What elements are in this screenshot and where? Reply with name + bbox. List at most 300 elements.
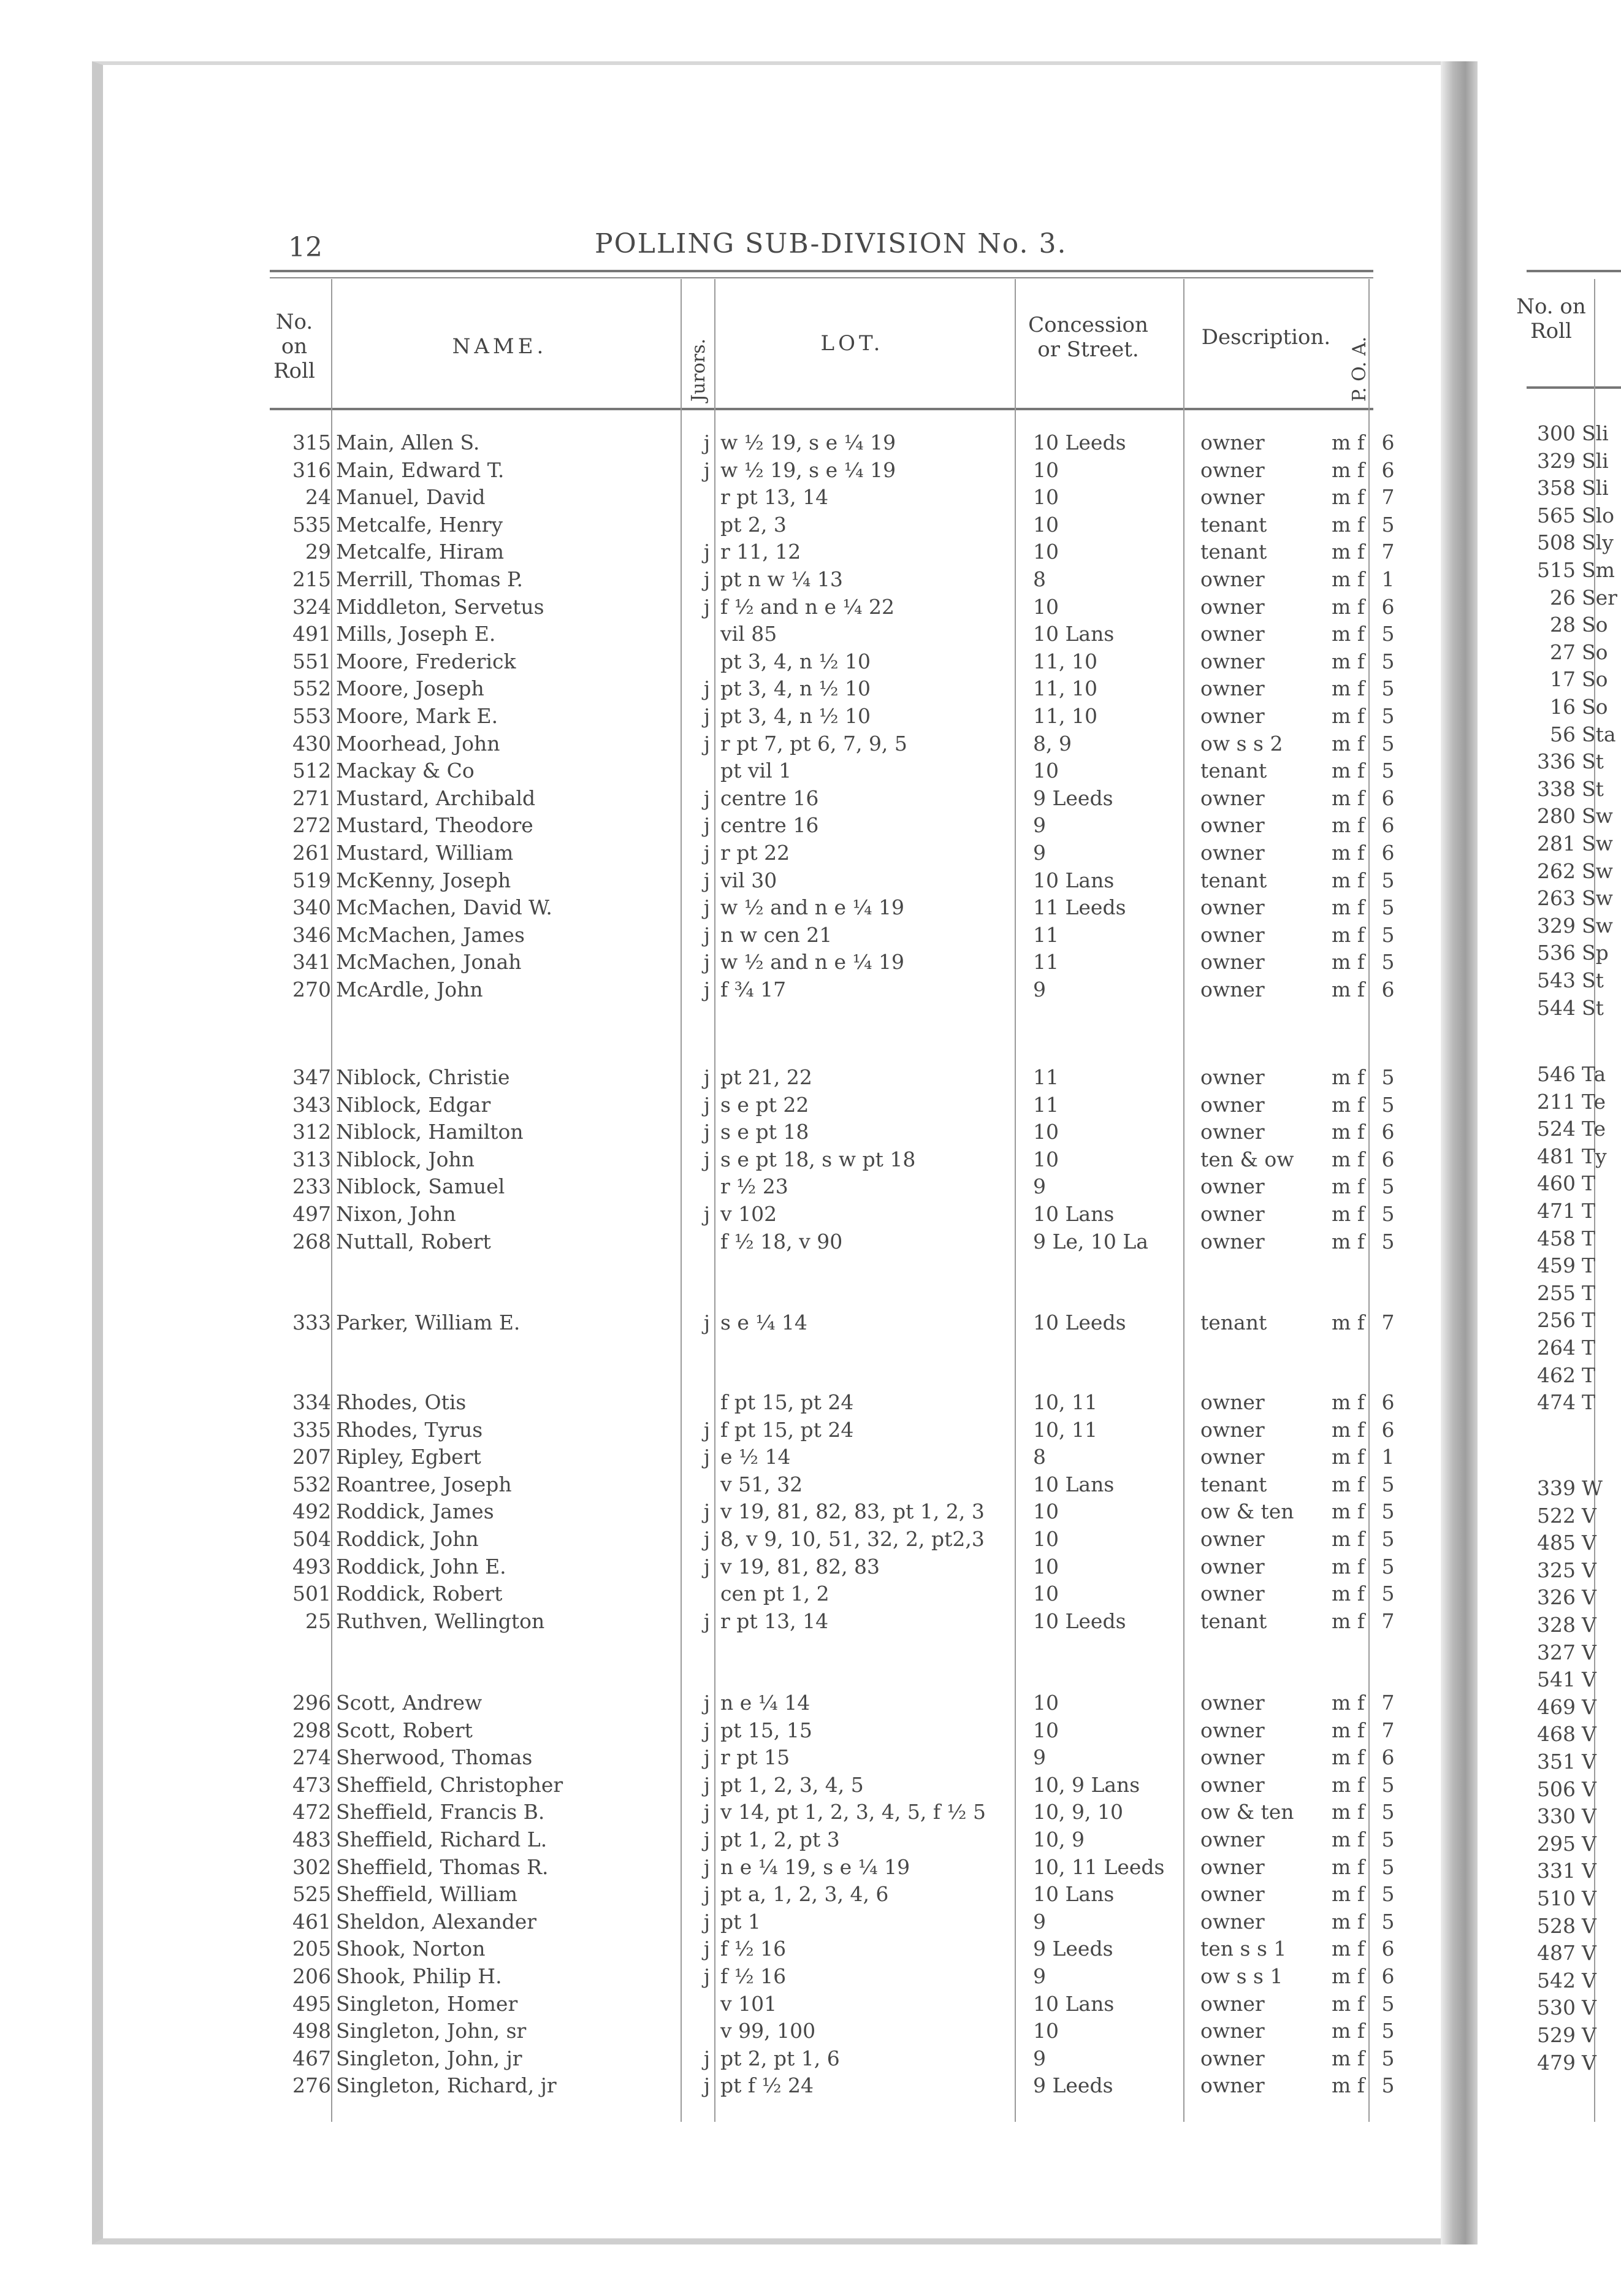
- concession: 10: [1033, 457, 1059, 482]
- qualification: m f: [1332, 1229, 1365, 1253]
- description: owner: [1200, 1174, 1265, 1199]
- voter-name: Niblock, Christie: [336, 1065, 510, 1089]
- post-office: 6: [1381, 1120, 1395, 1144]
- right-page-row: [1502, 2049, 1621, 2076]
- table-row: [257, 867, 1398, 894]
- concession: 9: [1033, 2046, 1046, 2070]
- description: owner: [1200, 841, 1265, 865]
- description: tenant: [1200, 868, 1267, 892]
- qualification: m f: [1332, 1445, 1365, 1469]
- qualification: m f: [1332, 950, 1365, 974]
- right-page-row: [1502, 584, 1621, 611]
- voter-name: Singleton, John, sr: [336, 2019, 527, 2043]
- juror-mark: j: [703, 1854, 711, 1879]
- table-row: [257, 1146, 1398, 1173]
- post-office: 5: [1381, 950, 1395, 974]
- post-office: 5: [1381, 868, 1395, 892]
- voter-name: Sheffield, William: [336, 1882, 518, 1907]
- post-office: 6: [1381, 594, 1395, 619]
- roll-number: 329: [1537, 448, 1576, 473]
- roll-number: 27: [1550, 640, 1576, 664]
- roll-number: 261: [292, 841, 331, 865]
- roll-number: 329: [1537, 913, 1576, 938]
- lot: s e pt 18, s w pt 18: [720, 1147, 916, 1171]
- concession: 10, 11 Leeds: [1033, 1854, 1165, 1879]
- concession: 9: [1033, 1745, 1046, 1770]
- voter-name-fragment: V: [1582, 1968, 1596, 1992]
- juror-mark: j: [703, 2046, 711, 2070]
- voter-name-fragment: V: [1582, 2050, 1596, 2075]
- table-row: [257, 1526, 1398, 1553]
- description: owner: [1200, 676, 1265, 701]
- roll-number: 493: [292, 1554, 331, 1578]
- voter-name: Mustard, William: [336, 841, 514, 865]
- table-row: [257, 949, 1398, 976]
- roll-number: 536: [1537, 941, 1576, 965]
- voter-name: Scott, Robert: [336, 1718, 473, 1742]
- voter-name-fragment: V: [1582, 1503, 1596, 1528]
- roll-number: 233: [292, 1174, 331, 1199]
- description: owner: [1200, 1827, 1265, 1851]
- post-office: 5: [1381, 759, 1395, 783]
- col-header-jurors: Jurors.: [688, 338, 709, 402]
- voter-name-fragment: T: [1582, 1226, 1596, 1250]
- lot: f ½ 16: [720, 1964, 787, 1988]
- voter-name-fragment: Sta: [1582, 722, 1616, 746]
- table-row: [257, 1201, 1398, 1228]
- post-office: 5: [1381, 895, 1395, 920]
- post-office: 5: [1381, 1472, 1395, 1496]
- juror-mark: j: [703, 1445, 711, 1469]
- description: owner: [1200, 457, 1265, 482]
- lot: vil 85: [720, 622, 777, 646]
- table-row: [257, 1608, 1398, 1635]
- concession: 10 Lans: [1033, 1882, 1115, 1907]
- juror-mark: j: [703, 540, 711, 564]
- concession: 11: [1033, 1092, 1059, 1117]
- lot: r pt 7, pt 6, 7, 9, 5: [720, 731, 907, 756]
- voter-name-fragment: V: [1582, 1640, 1596, 1664]
- roll-number: 458: [1537, 1226, 1576, 1250]
- right-page-row: [1502, 557, 1621, 584]
- description: owner: [1200, 895, 1265, 920]
- qualification: m f: [1332, 868, 1365, 892]
- qualification: m f: [1332, 2046, 1365, 2070]
- lot: pt 2, pt 1, 6: [720, 2046, 840, 2070]
- right-page-row: [1502, 1666, 1621, 1693]
- table-row: [257, 1228, 1398, 1255]
- roll-number: 469: [1537, 1694, 1576, 1719]
- juror-mark: j: [703, 1745, 711, 1770]
- qualification: m f: [1332, 1554, 1365, 1578]
- roll-number: 324: [292, 594, 331, 619]
- post-office: 5: [1381, 1065, 1395, 1089]
- qualification: m f: [1332, 1909, 1365, 1934]
- qualification: m f: [1332, 759, 1365, 783]
- roll-number: 481: [1537, 1144, 1576, 1168]
- qualification: m f: [1332, 1472, 1365, 1496]
- voter-name: Sherwood, Thomas: [336, 1745, 533, 1770]
- description: ow s s 1: [1200, 1964, 1283, 1988]
- right-page-row: [1502, 1913, 1621, 1940]
- qualification: m f: [1332, 540, 1365, 564]
- table-row: [257, 757, 1398, 784]
- right-page-row: [1502, 1502, 1621, 1529]
- roll-number: 544: [1537, 995, 1576, 1020]
- concession: 8, 9: [1033, 731, 1072, 756]
- post-office: 5: [1381, 1582, 1395, 1606]
- lot: pt 3, 4, n ½ 10: [720, 704, 871, 728]
- roll-number: 491: [292, 622, 331, 646]
- description: tenant: [1200, 1311, 1267, 1334]
- description: owner: [1200, 1092, 1265, 1117]
- description: owner: [1200, 978, 1265, 1001]
- voter-name: Rhodes, Tyrus: [336, 1417, 483, 1442]
- post-office: 1: [1381, 567, 1395, 591]
- right-page-row: [1502, 1584, 1621, 1611]
- lot: v 19, 81, 82, 83, pt 1, 2, 3: [720, 1499, 985, 1524]
- juror-mark: j: [703, 1065, 711, 1089]
- roll-number: 281: [1537, 832, 1576, 855]
- description: owner: [1200, 1065, 1265, 1089]
- qualification: m f: [1332, 1964, 1365, 1988]
- qualification: m f: [1332, 1311, 1365, 1334]
- voter-name-fragment: V: [1582, 1913, 1596, 1938]
- right-page-row: [1502, 1280, 1621, 1307]
- post-office: 6: [1381, 1417, 1395, 1442]
- lot: s e ¼ 14: [720, 1311, 807, 1334]
- lot: w ½ 19, s e ¼ 19: [720, 431, 896, 454]
- concession: 9: [1033, 841, 1046, 865]
- description: owner: [1200, 2073, 1265, 2098]
- lot: pt 2, 3: [720, 512, 787, 537]
- concession: 11 Leeds: [1033, 895, 1126, 920]
- col-header-name: NAME.: [452, 334, 547, 359]
- juror-mark: j: [703, 676, 711, 701]
- concession: 10 Lans: [1033, 622, 1115, 646]
- right-page-row: [1502, 611, 1621, 638]
- juror-mark: j: [703, 1691, 711, 1715]
- voter-name: Sheldon, Alexander: [336, 1909, 537, 1934]
- col-header-lot: LOT.: [820, 331, 884, 356]
- table-row: [257, 840, 1398, 867]
- right-page-row: [1502, 1940, 1621, 1967]
- roll-number: 312: [292, 1120, 331, 1144]
- concession: 8: [1033, 567, 1046, 591]
- juror-mark: j: [703, 1120, 711, 1144]
- juror-mark: j: [703, 1937, 711, 1961]
- voter-name-fragment: V: [1582, 1996, 1596, 2020]
- right-page-row: [1502, 858, 1621, 885]
- post-office: 6: [1381, 1390, 1395, 1414]
- post-office: 5: [1381, 1854, 1395, 1879]
- voter-name-fragment: V: [1582, 1859, 1596, 1883]
- roll-number: 276: [292, 2073, 331, 2098]
- voter-name-fragment: So: [1582, 695, 1608, 719]
- table-row: [257, 2072, 1398, 2099]
- post-office: 7: [1381, 485, 1395, 510]
- description: owner: [1200, 922, 1265, 947]
- concession: 9 Leeds: [1033, 786, 1113, 810]
- description: owner: [1200, 1554, 1265, 1578]
- lot: pt 21, 22: [720, 1065, 812, 1089]
- description: owner: [1200, 813, 1265, 838]
- juror-mark: j: [703, 1609, 711, 1633]
- lot: pt 3, 4, n ½ 10: [720, 676, 871, 701]
- description: owner: [1200, 704, 1265, 728]
- juror-mark: j: [703, 1311, 711, 1334]
- lot: v 19, 81, 82, 83: [720, 1554, 880, 1578]
- concession: 8: [1033, 1445, 1046, 1469]
- post-office: 6: [1381, 1147, 1395, 1171]
- juror-mark: j: [703, 922, 711, 947]
- lot: f pt 15, pt 24: [720, 1390, 854, 1414]
- voter-name: Moore, Joseph: [336, 676, 484, 701]
- qualification: m f: [1332, 457, 1365, 482]
- right-page-row: [1502, 666, 1621, 693]
- roll-number: 515: [1537, 558, 1576, 582]
- description: owner: [1200, 649, 1265, 673]
- header-top-rule-2: [270, 277, 1373, 278]
- roll-number: 270: [292, 978, 331, 1001]
- voter-name-fragment: So: [1582, 613, 1608, 637]
- voter-name-fragment: V: [1582, 1941, 1596, 1965]
- lot: s e pt 22: [720, 1092, 809, 1117]
- voter-name-fragment: St: [1582, 749, 1604, 774]
- roll-number: 17: [1550, 667, 1576, 692]
- lot: r 11, 12: [720, 540, 801, 564]
- voter-name: Moore, Mark E.: [336, 704, 498, 728]
- description: owner: [1200, 1390, 1265, 1414]
- table-row: [257, 1991, 1398, 2018]
- table-row: [257, 1498, 1398, 1525]
- right-page-row: [1502, 721, 1621, 748]
- description: owner: [1200, 1691, 1265, 1715]
- description: tenant: [1200, 759, 1267, 783]
- concession: 9: [1033, 1909, 1046, 1934]
- voter-name-fragment: W: [1582, 1476, 1603, 1500]
- lot: pt a, 1, 2, 3, 4, 6: [720, 1882, 889, 1907]
- concession: 9: [1033, 978, 1046, 1001]
- table-row: [257, 1908, 1398, 1935]
- voter-name-fragment: Sly: [1582, 530, 1614, 555]
- roll-number: 205: [292, 1937, 331, 1961]
- post-office: 5: [1381, 649, 1395, 673]
- concession: 10: [1033, 540, 1059, 564]
- juror-mark: j: [703, 457, 711, 482]
- right-page-row: [1502, 475, 1621, 502]
- roll-number: 215: [292, 567, 331, 591]
- voter-name: McArdle, John: [336, 978, 483, 1001]
- right-page-row: [1502, 1334, 1621, 1361]
- qualification: m f: [1332, 786, 1365, 810]
- voter-name-fragment: V: [1582, 1667, 1596, 1692]
- voter-name-fragment: V: [1582, 1750, 1596, 1774]
- right-page-row: [1502, 885, 1621, 912]
- lot: v 102: [720, 1202, 777, 1226]
- lot: r pt 22: [720, 841, 790, 865]
- lot: v 51, 32: [720, 1472, 803, 1496]
- concession: 10: [1033, 594, 1059, 619]
- table-row: [257, 429, 1398, 456]
- qualification: m f: [1332, 1609, 1365, 1633]
- qualification: m f: [1332, 1147, 1365, 1171]
- roll-number: 522: [1537, 1503, 1576, 1528]
- voter-name: Roddick, John: [336, 1527, 479, 1551]
- juror-mark: j: [703, 1147, 711, 1171]
- voter-name-fragment: V: [1582, 1585, 1596, 1610]
- concession: 10, 9 Lans: [1033, 1772, 1140, 1797]
- lot: r pt 13, 14: [720, 485, 829, 510]
- concession: 11: [1033, 1065, 1059, 1089]
- lot: v 99, 100: [720, 2019, 816, 2043]
- roll-number: 296: [292, 1691, 331, 1715]
- roll-number: 272: [292, 813, 331, 838]
- qualification: m f: [1332, 813, 1365, 838]
- concession: 11, 10: [1033, 676, 1097, 701]
- roll-number: 206: [292, 1964, 331, 1988]
- table-row: [257, 922, 1398, 949]
- qualification: m f: [1332, 1065, 1365, 1089]
- roll-number: 268: [292, 1229, 331, 1253]
- roll-number: 300: [1537, 421, 1576, 445]
- concession: 10 Lans: [1033, 1472, 1115, 1496]
- concession: 10 Lans: [1033, 1991, 1115, 2016]
- qualification: m f: [1332, 485, 1365, 510]
- concession: 9: [1033, 813, 1046, 838]
- table-row: [257, 1309, 1398, 1336]
- roll-number: 460: [1537, 1171, 1576, 1196]
- description: owner: [1200, 1718, 1265, 1742]
- roll-number: 56: [1550, 722, 1576, 746]
- roll-number: 302: [292, 1854, 331, 1879]
- post-office: 6: [1381, 813, 1395, 838]
- roll-number: 26: [1550, 585, 1576, 610]
- roll-number: 492: [292, 1499, 331, 1524]
- voter-name-fragment: St: [1582, 995, 1604, 1020]
- voter-name: Roddick, John E.: [336, 1554, 506, 1578]
- voter-name: Shook, Norton: [336, 1937, 486, 1961]
- post-office: 5: [1381, 512, 1395, 537]
- voter-name-fragment: Sw: [1582, 832, 1613, 855]
- voter-name-fragment: V: [1582, 1531, 1596, 1555]
- voter-name-fragment: Sw: [1582, 886, 1613, 911]
- qualification: m f: [1332, 1527, 1365, 1551]
- voter-name: Mustard, Archibald: [336, 786, 536, 810]
- right-page-row: [1502, 420, 1621, 447]
- right-page-row: [1502, 1252, 1621, 1279]
- roll-number: 483: [292, 1827, 331, 1851]
- voter-name-fragment: So: [1582, 640, 1608, 664]
- lot: e ½ 14: [720, 1445, 791, 1469]
- right-page-row: [1502, 2022, 1621, 2049]
- juror-mark: j: [703, 786, 711, 810]
- post-office: 5: [1381, 1827, 1395, 1851]
- post-office: 5: [1381, 1499, 1395, 1524]
- juror-mark: j: [703, 1827, 711, 1851]
- concession: 10 Leeds: [1033, 431, 1126, 454]
- concession: 10, 11: [1033, 1417, 1097, 1442]
- juror-mark: j: [703, 1202, 711, 1226]
- description: ow & ten: [1200, 1499, 1294, 1524]
- right-page-row: [1502, 967, 1621, 994]
- roll-number: 504: [292, 1527, 331, 1551]
- voter-name: Middleton, Servetus: [336, 594, 544, 619]
- concession: 10, 9, 10: [1033, 1800, 1123, 1824]
- post-office: 5: [1381, 1202, 1395, 1226]
- table-row: [257, 1580, 1398, 1607]
- qualification: m f: [1332, 1991, 1365, 2016]
- table-row: [257, 566, 1398, 593]
- qualification: m f: [1332, 1092, 1365, 1117]
- voter-name-fragment: Te: [1582, 1117, 1606, 1141]
- voter-name-fragment: Sw: [1582, 859, 1613, 883]
- voter-name-fragment: V: [1582, 1886, 1596, 1910]
- voter-name: McMachen, James: [336, 922, 525, 947]
- voter-name-fragment: V: [1582, 1804, 1596, 1829]
- post-office: 6: [1381, 1937, 1395, 1961]
- qualification: m f: [1332, 2019, 1365, 2043]
- roll-number: 474: [1537, 1390, 1576, 1415]
- table-row: [257, 2018, 1398, 2045]
- concession: 10 Leeds: [1033, 1609, 1126, 1633]
- qualification: m f: [1332, 1800, 1365, 1824]
- concession: 10: [1033, 1499, 1059, 1524]
- roll-number: 459: [1537, 1253, 1576, 1278]
- lot: pt n w ¼ 13: [720, 567, 843, 591]
- voter-name-fragment: Sli: [1582, 421, 1609, 445]
- table-row: [257, 1881, 1398, 1908]
- roll-number: 532: [292, 1472, 331, 1496]
- lot: pt 1: [720, 1909, 761, 1934]
- header-bottom-rule: [270, 408, 1373, 410]
- concession: 10: [1033, 1554, 1059, 1578]
- lot: f ½ and n e ¼ 22: [720, 594, 894, 619]
- voter-name-fragment: Sli: [1582, 476, 1609, 500]
- description: owner: [1200, 1527, 1265, 1551]
- voter-name: Singleton, Homer: [336, 1991, 518, 2016]
- juror-mark: j: [703, 1499, 711, 1524]
- juror-mark: j: [703, 567, 711, 591]
- qualification: m f: [1332, 1174, 1365, 1199]
- concession: 10, 11: [1033, 1390, 1097, 1414]
- post-office: 5: [1381, 922, 1395, 947]
- roll-number: 530: [1537, 1996, 1576, 2020]
- roll-number: 25: [305, 1609, 331, 1633]
- post-office: 7: [1381, 1311, 1395, 1334]
- description: owner: [1200, 2046, 1265, 2070]
- roll-number: 528: [1537, 1913, 1576, 1938]
- roll-number: 315: [292, 431, 331, 454]
- lot: r ½ 23: [720, 1174, 788, 1199]
- roll-number: 519: [292, 868, 331, 892]
- qualification: m f: [1332, 431, 1365, 454]
- right-page-row: [1502, 776, 1621, 803]
- voter-name: Niblock, Samuel: [336, 1174, 505, 1199]
- roll-number: 330: [1537, 1804, 1576, 1829]
- qualification: m f: [1332, 1499, 1365, 1524]
- roll-number: 542: [1537, 1968, 1576, 1992]
- table-row: [257, 1173, 1398, 1200]
- description: owner: [1200, 431, 1265, 454]
- voter-name: Sheffield, Thomas R.: [336, 1854, 549, 1879]
- book-gutter: [1441, 61, 1478, 2244]
- col-header-no-on-roll: No. on Roll: [273, 310, 315, 383]
- qualification: m f: [1332, 895, 1365, 920]
- lot: centre 16: [720, 786, 819, 810]
- table-row: [257, 594, 1398, 621]
- concession: 10: [1033, 1691, 1059, 1715]
